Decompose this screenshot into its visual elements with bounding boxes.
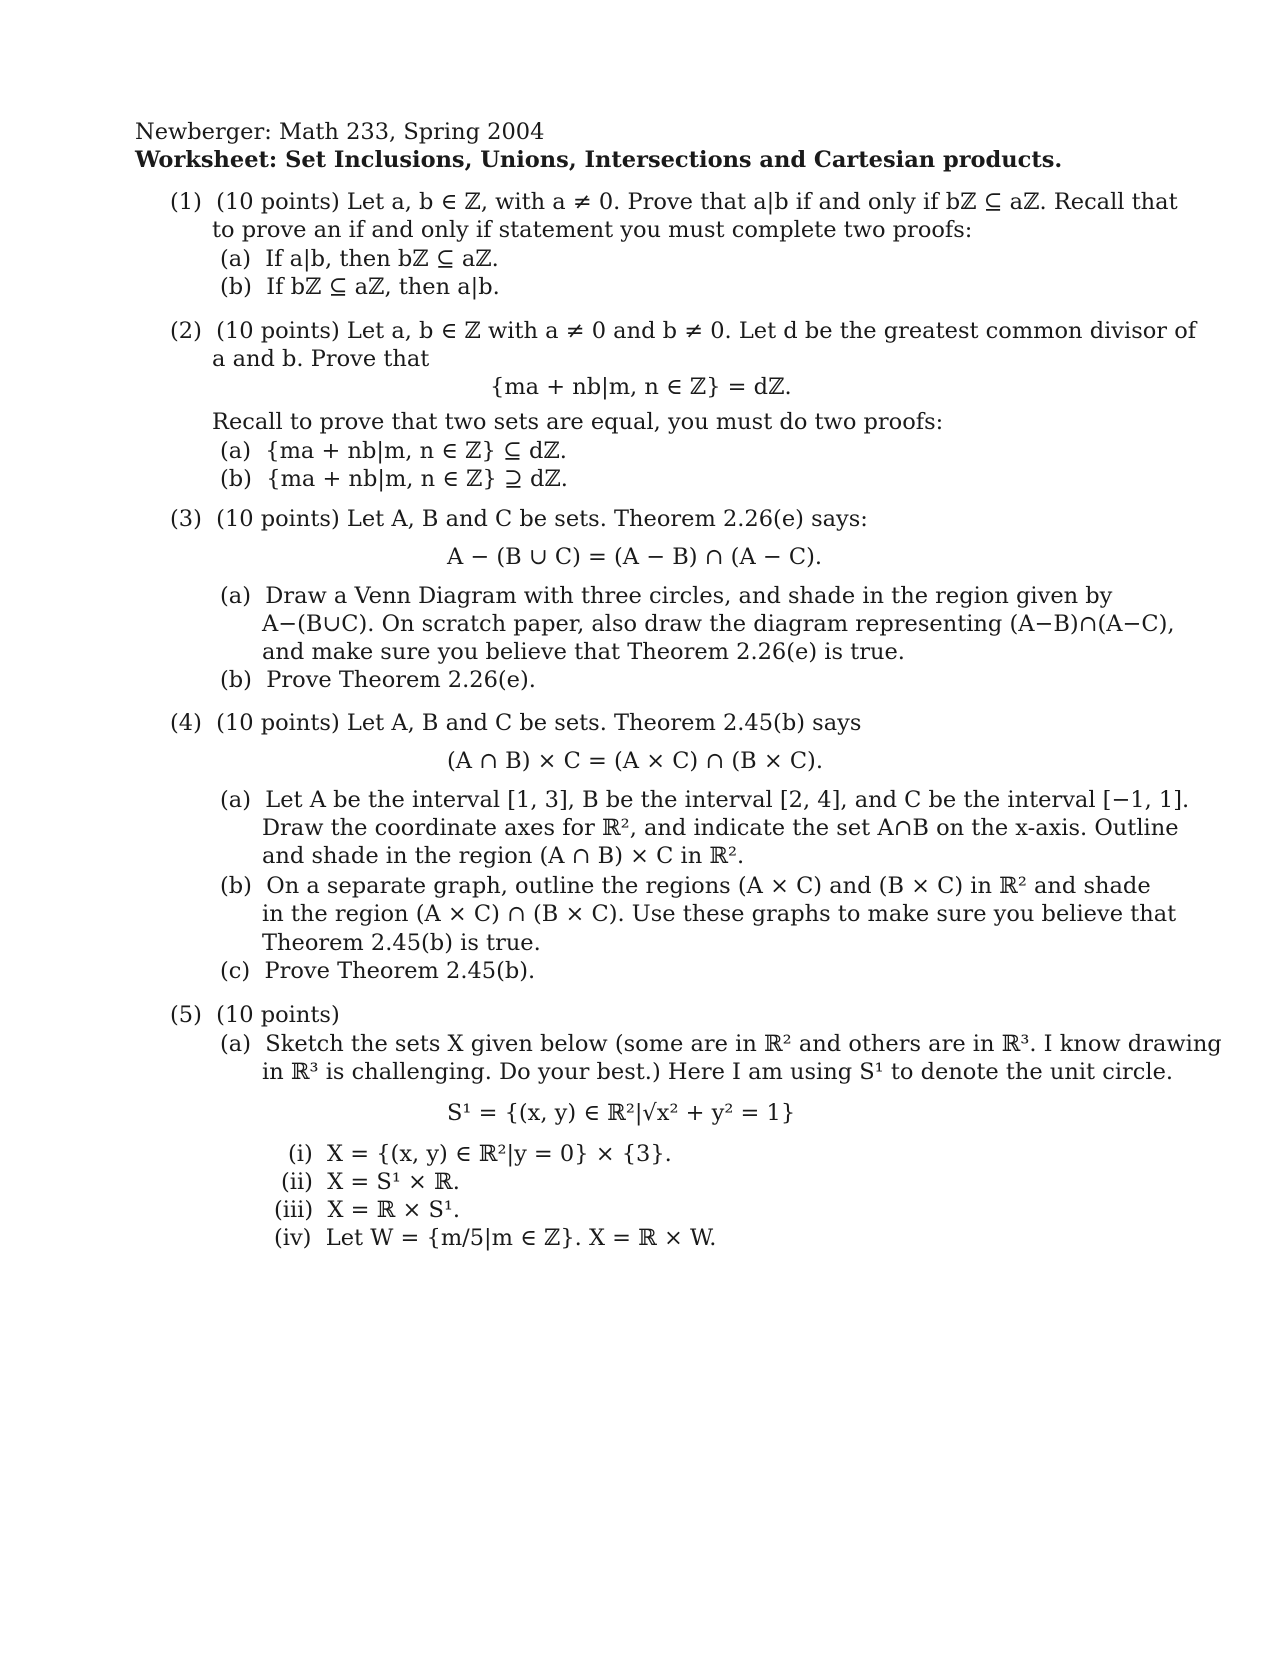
problem-subpart: (b) Prove Theorem 2.26(e). <box>220 667 536 693</box>
worksheet-title: Worksheet: Set Inclusions, Unions, Intersections and Cartesian products. <box>135 147 1063 173</box>
problem-subpart: (b) {ma + nb|m, n ∈ ℤ} ⊇ dℤ. <box>220 466 568 492</box>
problem-line: Recall to prove that two sets are equal, you must do two proofs: <box>212 409 944 435</box>
problem-line: in ℝ³ is challenging. Do your best.) Here I am using S¹ to denote the unit circle. <box>262 1059 1174 1085</box>
problem-subpart: (b) If bℤ ⊆ aℤ, then a|b. <box>220 274 500 300</box>
problem-subpart: (a) Sketch the sets X given below (some are in ℝ² and others are in ℝ³. I know drawing <box>220 1031 1222 1057</box>
display-equation: (A ∩ B) × C = (A × C) ∩ (B × C). <box>447 748 823 774</box>
problem-line: a and b. Prove that <box>212 346 430 372</box>
display-equation: {ma + nb|m, n ∈ ℤ} = dℤ. <box>490 374 792 400</box>
problem-line: (2) (10 points) Let a, b ∈ ℤ with a ≠ 0 and b ≠ 0. Let d be the greatest common divisor of <box>170 318 1197 344</box>
problem-line: (5) (10 points) <box>170 1002 340 1028</box>
problem-line: A−(B∪C). On scratch paper, also draw the diagram representing (A−B)∩(A−C), <box>262 611 1175 637</box>
problem-subpart: (i) X = {(x, y) ∈ ℝ²|y = 0} × {3}. <box>288 1141 672 1167</box>
display-equation: A − (B ∪ C) = (A − B) ∩ (A − C). <box>447 544 823 570</box>
problem-subpart: (iii) X = ℝ × S¹. <box>274 1197 461 1223</box>
problem-line: Theorem 2.45(b) is true. <box>262 930 541 956</box>
problem-subpart: (c) Prove Theorem 2.45(b). <box>220 958 536 984</box>
problem-subpart: (a) Draw a Venn Diagram with three circles, and shade in the region given by <box>220 583 1113 609</box>
problem-line: and shade in the region (A ∩ B) × C in ℝ². <box>262 843 745 869</box>
problem-subpart: (a) If a|b, then bℤ ⊆ aℤ. <box>220 246 499 272</box>
display-equation: S¹ = {(x, y) ∈ ℝ²|√x² + y² = 1} <box>447 1100 796 1126</box>
problem-line: in the region (A × C) ∩ (B × C). Use these graphs to make sure you believe that <box>262 901 1177 927</box>
problem-line: (4) (10 points) Let A, B and C be sets. Theorem 2.45(b) says <box>170 710 862 736</box>
problem-subpart: (a) {ma + nb|m, n ∈ ℤ} ⊆ dℤ. <box>220 438 567 464</box>
problem-subpart: (a) Let A be the interval [1, 3], B be the interval [2, 4], and C be the interval [−1, 1]. <box>220 787 1190 813</box>
problem-line: (3) (10 points) Let A, B and C be sets. Theorem 2.26(e) says: <box>170 506 868 532</box>
problem-subpart: (ii) X = S¹ × ℝ. <box>281 1169 460 1195</box>
course-line: Newberger: Math 233, Spring 2004 <box>135 119 545 145</box>
problem-subpart: (iv) Let W = {m/5|m ∈ ℤ}. X = ℝ × W. <box>274 1225 717 1251</box>
problem-line: to prove an if and only if statement you must complete two proofs: <box>212 217 973 243</box>
problem-subpart: (b) On a separate graph, outline the regions (A × C) and (B × C) in ℝ² and shade <box>220 873 1151 899</box>
problem-line: and make sure you believe that Theorem 2.26(e) is true. <box>262 639 905 665</box>
problem-line: Draw the coordinate axes for ℝ², and indicate the set A∩B on the x-axis. Outline <box>262 815 1179 841</box>
problem-line: (1) (10 points) Let a, b ∈ ℤ, with a ≠ 0. Prove that a|b if and only if bℤ ⊆ aℤ. Recall that <box>170 189 1178 215</box>
